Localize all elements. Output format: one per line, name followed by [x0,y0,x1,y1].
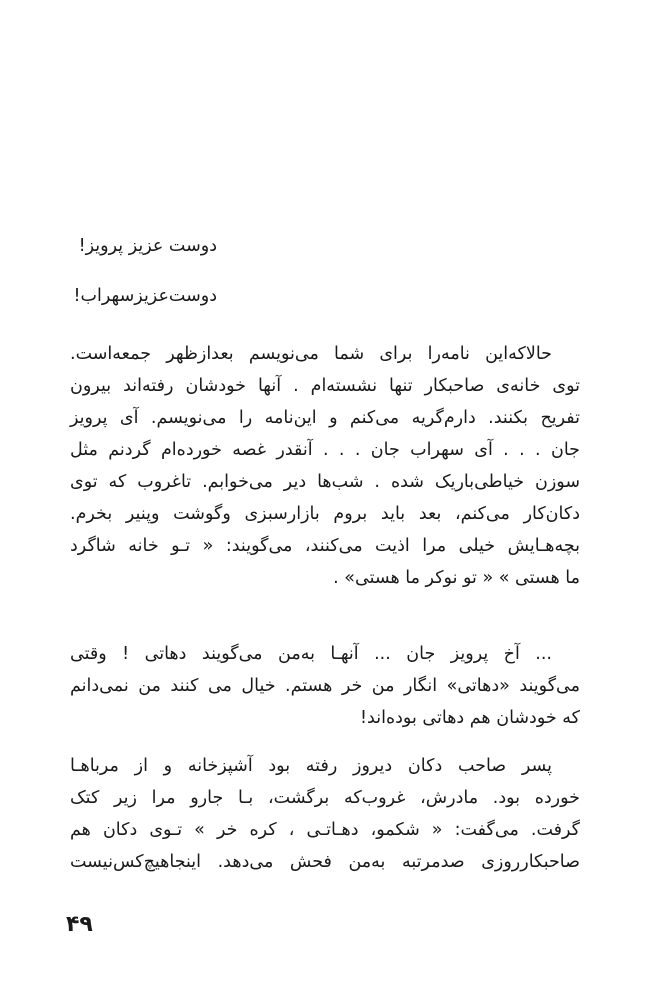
text-line: حالاکه‌این نامه‌را برای شما می‌نویسم بعدازظهر جمعه‌است. [70,344,552,364]
text-line: ... آخ پرویز جان ... آنهـا به‌من می‌گویند دهاتی ! وقتی [70,644,552,664]
text-line: توی خانه‌ی صاحبکار تنها نشسته‌ام . آنها خودشان رفته‌اند بیرون [70,376,580,396]
text-line: گرفت. می‌گفت: « شکمو، دهـاتـی ، کره خر » تـوی دکان هم [70,820,580,840]
paragraph-2 [70,638,580,734]
greeting-sohrab: دوست‌عزیزسهراب! [73,286,217,306]
text-line: بچه‌هـایش خیلی مرا اذیت می‌کنند، می‌گویند: « تـو خانه شاگرد [70,536,580,556]
text-line: ما هستی » « تو نوکر ما هستی» . [333,568,580,588]
text-line: صاحبکارروزی صدمرتبه به‌من فحش می‌دهد. اینجاهیچ‌کس‌نیست [70,852,580,872]
greeting-parviz: دوست عزیز پرویز! [78,236,217,256]
paragraph-3 [70,750,580,878]
text-line: خورده بود. مادرش، غروب‌که برگشت، بـا جارو مرا زیر کتک [70,788,580,808]
text-line: جان . . . آی سهراب جان . . . آنقدر غصه خورده‌ام گردنم مثل [70,440,580,460]
text-line: دکان‌کار می‌کنم، بعد باید بروم بازارسبزی وگوشت وپنیر بخرم. [70,504,580,524]
text-line: پسر صاحب دکان دیروز رفته بود آشپزخانه و از مرباهـا [70,756,552,776]
text-line: می‌گویند «دهاتی» انگار من خر هستم. خیال می کنند من نمی‌دانم [70,676,580,696]
paragraph-1 [70,338,580,594]
text-line: سوزن خیاطی‌باریک شده . شب‌ها دیر می‌خوابم. تاغروب که توی [70,472,580,492]
text-line: تفریح بکنند. دارم‌گریه می‌کنم و این‌نامه را می‌نویسم. آی پرویز [70,408,580,428]
text-line: که خودشان هم دهاتی بوده‌اند! [360,708,580,728]
page-number: ۴۹ [66,912,93,937]
